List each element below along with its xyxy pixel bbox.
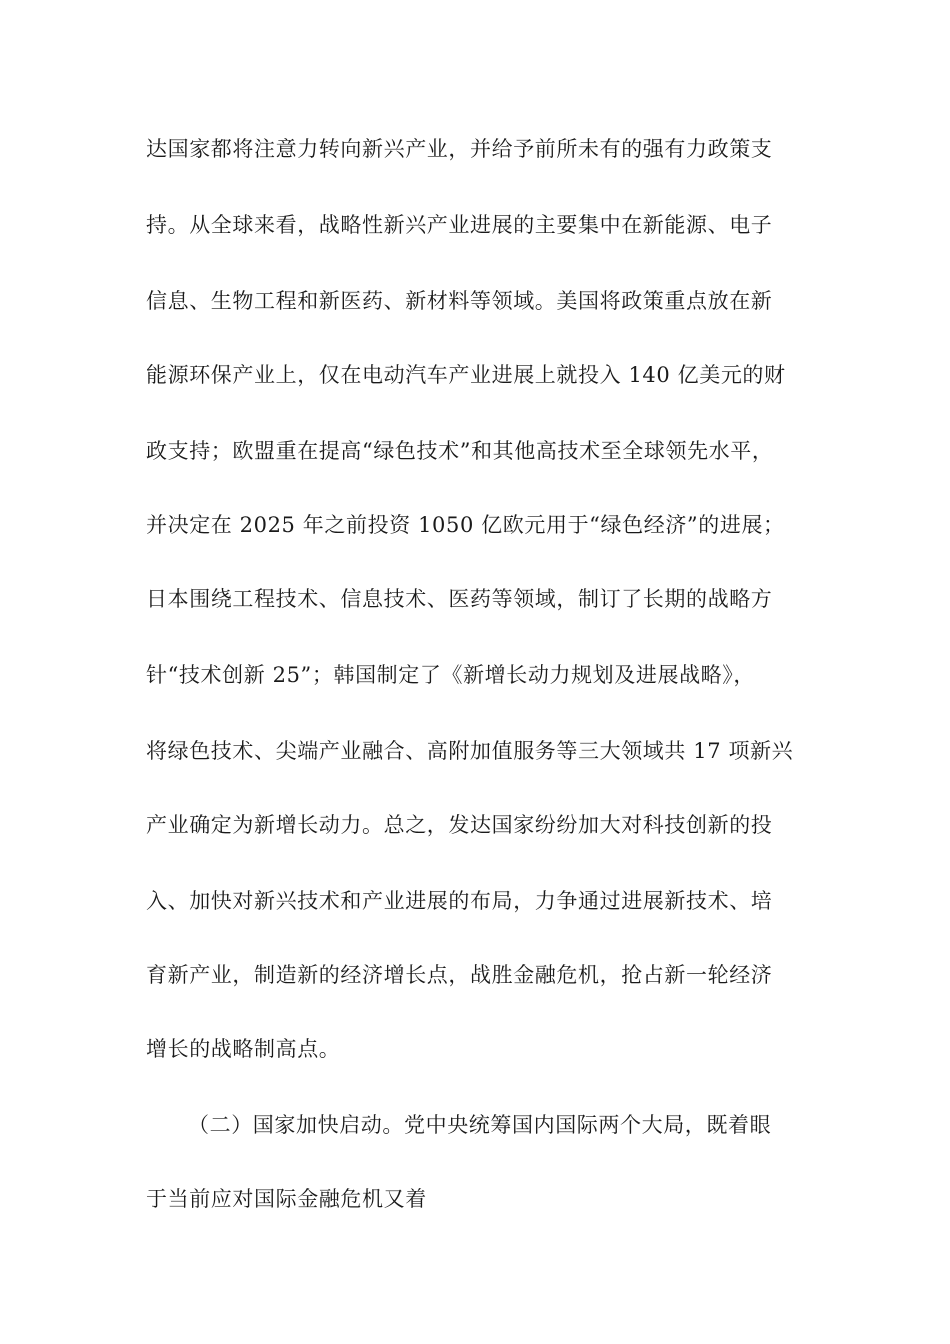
text-line-9: 将绿色技术、尖端产业融合、高附加值服务等三大领域共 17 项新兴 — [146, 739, 794, 763]
text-line-15: 于当前应对国际金融危机又着 — [146, 1187, 427, 1211]
text-line-7: 日本围绕工程技术、信息技术、医药等领域，制订了长期的战略方 — [146, 587, 773, 611]
text-line-4: 能源环保产业上，仅在电动汽车产业进展上就投入 140 亿美元的财 — [146, 363, 786, 387]
text-line-6: 并决定在 2025 年之前投资 1050 亿欧元用于“绿色经济”的进展； — [146, 513, 785, 537]
section-heading-line: （二）国家加快启动。党中央统筹国内国际两个大局，既着眼 — [188, 1113, 772, 1137]
text-line-13: 增长的战略制高点。 — [146, 1037, 341, 1061]
text-line-8: 针“技术创新 25”；韩国制定了《新增长动力规划及进展战略》， — [146, 663, 755, 687]
text-line-12: 育新产业，制造新的经济增长点，战胜金融危机，抢占新一轮经济 — [146, 963, 773, 987]
text-line-5: 政支持；欧盟重在提高“绿色技术”和其他高技术至全球领先水平， — [146, 439, 774, 463]
text-line-2: 持。从全球来看，战略性新兴产业进展的主要集中在新能源、电子 — [146, 213, 773, 237]
text-line-3: 信息、生物工程和新医药、新材料等领域。美国将政策重点放在新 — [146, 289, 773, 313]
text-line-10: 产业确定为新增长动力。总之，发达国家纷纷加大对科技创新的投 — [146, 813, 773, 837]
text-line-11: 入、加快对新兴技术和产业进展的布局，力争通过进展新技术、培 — [146, 889, 773, 913]
text-line-1: 达国家都将注意力转向新兴产业，并给予前所未有的强有力政策支 — [146, 137, 773, 161]
